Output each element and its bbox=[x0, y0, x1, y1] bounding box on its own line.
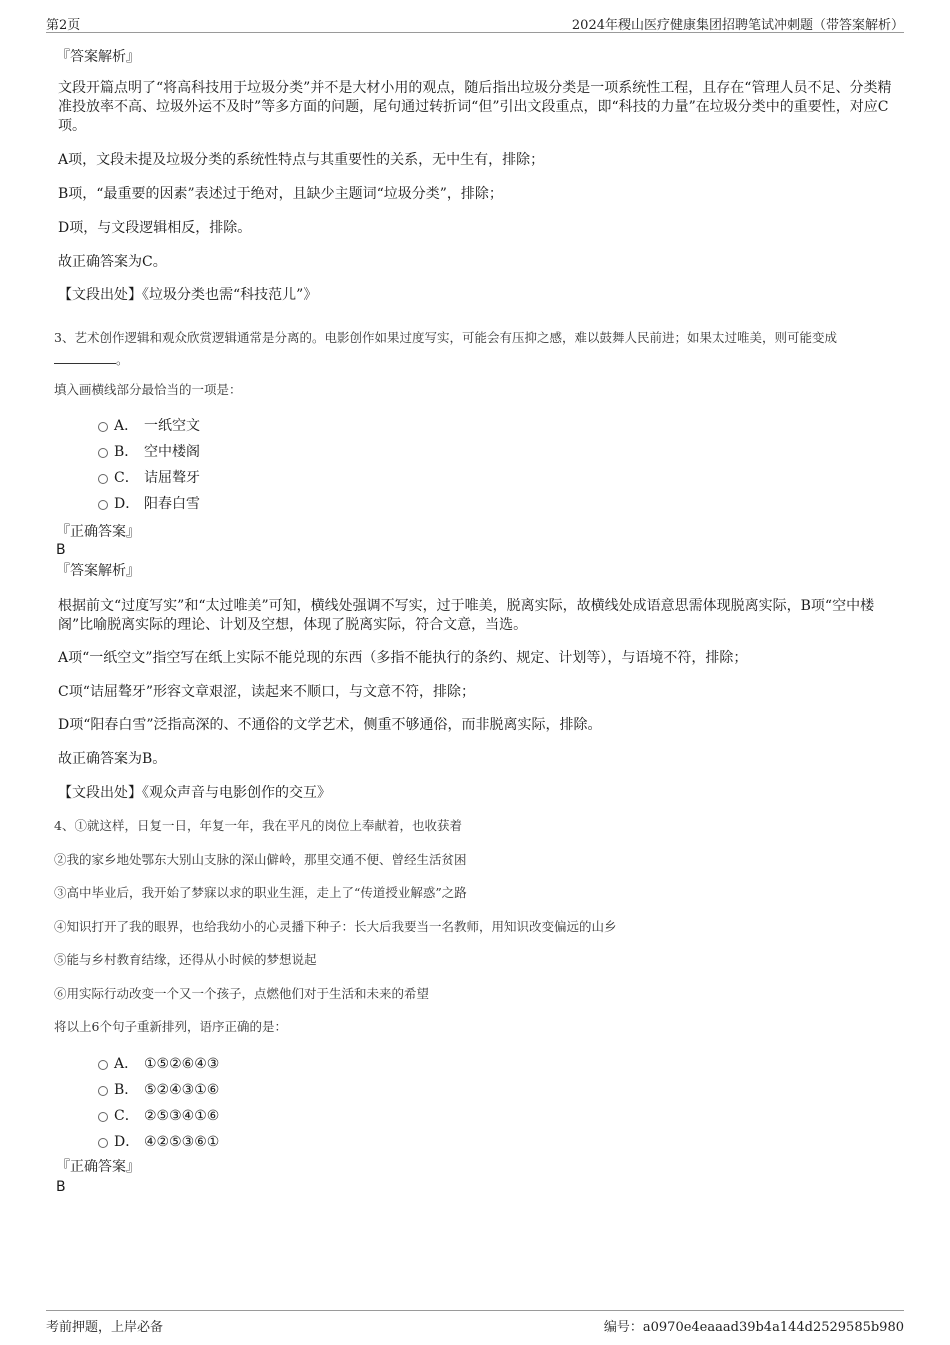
radio-icon[interactable] bbox=[98, 1060, 108, 1070]
option-letter: B． bbox=[114, 1082, 139, 1098]
q3-option-a-analysis: A项“一纸空文”指空写在纸上实际不能兑现的东西（多指不能执行的条约、规定、计划等），与语境不符，排除； bbox=[58, 650, 748, 666]
radio-icon[interactable] bbox=[98, 474, 108, 484]
radio-icon[interactable] bbox=[98, 422, 108, 432]
q3-option-c[interactable] bbox=[58, 465, 200, 491]
q2-analysis: 文段开篇点明了“将高科技用于垃圾分类”并不是大材小用的观点，随后指出垃圾分类是一项系统性工程，且存在“管理人员不足、分类精准投放率不高、垃圾外运不及时”等多方面的问题，尾句通过转折词“但”引出文段重点，即“科技的力量”在垃圾分类中的重要性，对应C项。 bbox=[58, 80, 892, 134]
option-text: ②⑤③④①⑥ bbox=[144, 1108, 220, 1124]
radio-icon[interactable] bbox=[98, 448, 108, 458]
q3-prompt: 填入画横线部分最恰当的一项是： bbox=[54, 382, 242, 397]
q4-option-b[interactable] bbox=[58, 1077, 219, 1103]
radio-icon[interactable] bbox=[98, 1112, 108, 1122]
document-title: 2024年稷山医疗健康集团招聘笔试冲刺题（带答案解析） bbox=[571, 18, 904, 33]
q2-conclusion: 故正确答案为C。 bbox=[58, 254, 167, 270]
option-letter: A． bbox=[114, 418, 139, 434]
q4-answer: B bbox=[56, 1179, 66, 1195]
q4-sentence-1: 4、①就这样，日复一日，年复一年，我在平凡的岗位上奉献着，也收获着 bbox=[54, 818, 462, 833]
q3-option-c-analysis: C项“诘屈聱牙”形容文章艰涩，读起来不顺口，与文意不符，排除； bbox=[58, 684, 476, 700]
q3-analysis-label: 『答案解析』 bbox=[56, 563, 140, 579]
q4-sentence-3: ③高中毕业后，我开始了梦寐以求的职业生涯，走上了“传道授业解惑”之路 bbox=[54, 885, 467, 900]
q4-prompt: 将以上6个句子重新排列，语序正确的是： bbox=[54, 1019, 287, 1034]
option-text: ①⑤②⑥④③ bbox=[144, 1056, 220, 1072]
page-number: 第2页 bbox=[46, 18, 81, 33]
option-letter: B． bbox=[114, 444, 139, 460]
option-text: 一纸空文 bbox=[144, 418, 200, 434]
q3-blank bbox=[54, 350, 116, 364]
q2-source: 【文段出处】《垃圾分类也需“科技范儿”》 bbox=[58, 287, 318, 303]
q3-options bbox=[58, 413, 200, 517]
page-header bbox=[46, 12, 904, 33]
q3-option-d-analysis: D项“阳春白雪”泛指高深的、不通俗的文学艺术，侧重不够通俗，而非脱离实际，排除。 bbox=[58, 717, 602, 733]
q3-answer: B bbox=[56, 542, 66, 558]
q3-conclusion: 故正确答案为B。 bbox=[58, 751, 167, 767]
q4-option-a[interactable] bbox=[58, 1051, 219, 1077]
option-text: 空中楼阁 bbox=[144, 444, 200, 460]
q3-option-b[interactable] bbox=[58, 439, 200, 465]
option-letter: C． bbox=[114, 470, 139, 486]
option-text: ⑤②④③①⑥ bbox=[144, 1082, 220, 1098]
q3-option-d[interactable] bbox=[58, 491, 200, 517]
q2-option-d-analysis: D项，与文段逻辑相反，排除。 bbox=[58, 220, 252, 236]
q2-option-b-analysis: B项，“最重要的因素”表述过于绝对，且缺少主题词“垃圾分类”，排除； bbox=[58, 186, 503, 202]
q4-options bbox=[58, 1051, 219, 1155]
page-footer bbox=[46, 1310, 904, 1337]
footer-slogan: 考前押题，上岸必备 bbox=[46, 1320, 164, 1335]
document-code: 编号：a0970e4eaaad39b4a144d2529585b980 bbox=[603, 1320, 904, 1335]
option-text: 诘屈聱牙 bbox=[144, 470, 200, 486]
option-letter: D． bbox=[114, 1134, 140, 1150]
option-text: ④②⑤③⑥① bbox=[144, 1134, 220, 1150]
q4-sentence-6: ⑥用实际行动改变一个又一个孩子，点燃他们对于生活和未来的希望 bbox=[54, 986, 430, 1001]
q2-option-a-analysis: A项，文段未提及垃圾分类的系统性特点与其重要性的关系，无中生有，排除； bbox=[58, 152, 545, 168]
q3-stem-end: 。 bbox=[116, 352, 129, 367]
option-letter: D． bbox=[114, 496, 140, 512]
radio-icon[interactable] bbox=[98, 500, 108, 510]
radio-icon[interactable] bbox=[98, 1138, 108, 1148]
q4-sentence-2: ②我的家乡地处鄂东大别山支脉的深山僻岭，那里交通不便、曾经生活贫困 bbox=[54, 852, 467, 867]
option-text: 阳春白雪 bbox=[144, 496, 200, 512]
q3-answer-label: 『正确答案』 bbox=[56, 524, 140, 540]
q4-sentence-5: ⑤能与乡村教育结缘，还得从小时候的梦想说起 bbox=[54, 952, 317, 967]
q3-stem-text: 3、艺术创作逻辑和观众欣赏逻辑通常是分离的。电影创作如果过度写实，可能会有压抑之感，难以鼓舞人民前进；如果太过唯美，则可能变成 bbox=[54, 330, 837, 345]
q2-analysis-label: 『答案解析』 bbox=[56, 49, 140, 65]
q4-option-c[interactable] bbox=[58, 1103, 219, 1129]
option-letter: C． bbox=[114, 1108, 139, 1124]
q4-option-d[interactable] bbox=[58, 1129, 219, 1155]
q4-sentence-4: ④知识打开了我的眼界，也给我幼小的心灵播下种子：长大后我要当一名教师，用知识改变偏远的山乡 bbox=[54, 919, 617, 934]
q4-answer-label: 『正确答案』 bbox=[56, 1159, 140, 1175]
option-letter: A． bbox=[114, 1056, 139, 1072]
q3-stem bbox=[54, 327, 896, 371]
radio-icon[interactable] bbox=[98, 1086, 108, 1096]
q3-option-a[interactable] bbox=[58, 413, 200, 439]
q3-source: 【文段出处】《观众声音与电影创作的交互》 bbox=[58, 785, 331, 801]
q3-analysis: 根据前文“过度写实”和“太过唯美”可知，横线处强调不写实，过于唯美，脱离实际，故横线处成语意思需体现脱离实际，B项“空中楼阁”比喻脱离实际的理论、计划及空想，体现了脱离实际，符合文意，当选。 bbox=[58, 598, 875, 633]
